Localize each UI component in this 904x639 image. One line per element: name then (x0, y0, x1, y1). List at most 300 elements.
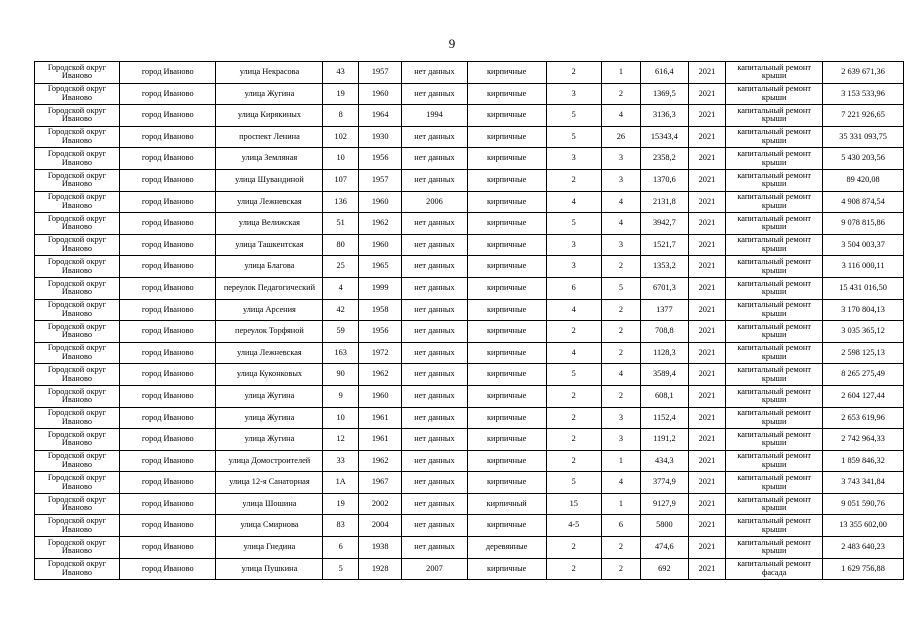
build-year-cell: 2002 (358, 493, 401, 515)
build-year-cell: 1956 (358, 148, 401, 170)
build-year-cell: 1956 (358, 321, 401, 343)
floors-cell: 2 (546, 558, 601, 580)
cost-cell: 3 153 533,96 (823, 83, 904, 105)
build-year-cell: 1960 (358, 234, 401, 256)
wall-material-cell: кирпичные (467, 234, 546, 256)
table-row (35, 191, 904, 213)
street-cell: улица Благова (216, 256, 323, 278)
build-year-cell: 1965 (358, 256, 401, 278)
wall-material-cell: кирпичные (467, 364, 546, 386)
street-cell: переулок Торфяной (216, 321, 323, 343)
entrances-cell: 6 (601, 515, 640, 537)
plan-year-cell: 2021 (688, 191, 726, 213)
house-number-cell: 4 (323, 277, 359, 299)
house-number-cell: 8 (323, 105, 359, 127)
table-row (35, 472, 904, 494)
floors-cell: 2 (546, 62, 601, 84)
overhaul-year-cell: нет данных (402, 342, 467, 364)
house-number-cell: 10 (323, 148, 359, 170)
settlement-cell: город Иваново (119, 299, 216, 321)
table-row (35, 493, 904, 515)
work-type-cell: капитальный ремонт крыши (726, 213, 823, 235)
wall-material-cell: кирпичные (467, 277, 546, 299)
entrances-cell: 2 (601, 537, 640, 559)
municipality-cell: Городской округ Иваново (35, 429, 120, 451)
build-year-cell: 1958 (358, 299, 401, 321)
settlement-cell: город Иваново (119, 213, 216, 235)
build-year-cell: 1957 (358, 62, 401, 84)
floors-cell: 2 (546, 537, 601, 559)
cost-cell: 9 051 590,76 (823, 493, 904, 515)
table-row (35, 299, 904, 321)
work-type-cell: капитальный ремонт крыши (726, 126, 823, 148)
table-row (35, 256, 904, 278)
settlement-cell: город Иваново (119, 429, 216, 451)
floors-cell: 5 (546, 364, 601, 386)
wall-material-cell: кирпичные (467, 558, 546, 580)
table-row (35, 277, 904, 299)
plan-year-cell: 2021 (688, 364, 726, 386)
cost-cell: 15 431 016,50 (823, 277, 904, 299)
settlement-cell: город Иваново (119, 234, 216, 256)
work-type-cell: капитальный ремонт крыши (726, 277, 823, 299)
wall-material-cell: кирпичные (467, 321, 546, 343)
table-row (35, 450, 904, 472)
area-cell: 2131,8 (641, 191, 689, 213)
wall-material-cell: кирпичные (467, 256, 546, 278)
house-number-cell: 80 (323, 234, 359, 256)
overhaul-year-cell: нет данных (402, 234, 467, 256)
work-type-cell: капитальный ремонт крыши (726, 450, 823, 472)
entrances-cell: 4 (601, 472, 640, 494)
work-type-cell: капитальный ремонт фасада (726, 558, 823, 580)
street-cell: улица Некрасова (216, 62, 323, 84)
overhaul-year-cell: 2006 (402, 191, 467, 213)
wall-material-cell: кирпичные (467, 169, 546, 191)
wall-material-cell: кирпичные (467, 105, 546, 127)
work-type-cell: капитальный ремонт крыши (726, 342, 823, 364)
area-cell: 9127,9 (641, 493, 689, 515)
municipality-cell: Городской округ Иваново (35, 148, 120, 170)
wall-material-cell: кирпичные (467, 213, 546, 235)
house-number-cell: 136 (323, 191, 359, 213)
cost-cell: 3 116 000,11 (823, 256, 904, 278)
work-type-cell: капитальный ремонт крыши (726, 83, 823, 105)
plan-year-cell: 2021 (688, 148, 726, 170)
street-cell: улица Гнедина (216, 537, 323, 559)
plan-year-cell: 2021 (688, 558, 726, 580)
table-row (35, 213, 904, 235)
municipality-cell: Городской округ Иваново (35, 234, 120, 256)
cost-cell: 35 331 093,75 (823, 126, 904, 148)
build-year-cell: 1961 (358, 429, 401, 451)
work-type-cell: капитальный ремонт крыши (726, 148, 823, 170)
entrances-cell: 2 (601, 299, 640, 321)
wall-material-cell: кирпичные (467, 191, 546, 213)
wall-material-cell: кирпичные (467, 342, 546, 364)
overhaul-year-cell: 1994 (402, 105, 467, 127)
table-row (35, 385, 904, 407)
overhaul-year-cell: нет данных (402, 472, 467, 494)
work-type-cell: капитальный ремонт крыши (726, 429, 823, 451)
house-number-cell: 102 (323, 126, 359, 148)
house-number-cell: 9 (323, 385, 359, 407)
settlement-cell: город Иваново (119, 450, 216, 472)
street-cell: проспект Ленина (216, 126, 323, 148)
street-cell: улица Ташкентская (216, 234, 323, 256)
house-number-cell: 6 (323, 537, 359, 559)
entrances-cell: 2 (601, 558, 640, 580)
house-number-cell: 10 (323, 407, 359, 429)
table-row (35, 537, 904, 559)
settlement-cell: город Иваново (119, 472, 216, 494)
wall-material-cell: кирпичные (467, 83, 546, 105)
overhaul-year-cell: нет данных (402, 364, 467, 386)
floors-cell: 2 (546, 429, 601, 451)
cost-cell: 2 483 640,23 (823, 537, 904, 559)
area-cell: 474,6 (641, 537, 689, 559)
cost-cell: 4 908 874,54 (823, 191, 904, 213)
floors-cell: 2 (546, 450, 601, 472)
area-cell: 2358,2 (641, 148, 689, 170)
house-number-cell: 43 (323, 62, 359, 84)
work-type-cell: капитальный ремонт крыши (726, 472, 823, 494)
street-cell: улица Домостроителей (216, 450, 323, 472)
area-cell: 1369,5 (641, 83, 689, 105)
table-row (35, 515, 904, 537)
wall-material-cell: кирпичные (467, 299, 546, 321)
entrances-cell: 4 (601, 191, 640, 213)
build-year-cell: 1938 (358, 537, 401, 559)
floors-cell: 2 (546, 407, 601, 429)
overhaul-year-cell: нет данных (402, 299, 467, 321)
entrances-cell: 3 (601, 429, 640, 451)
work-type-cell: капитальный ремонт крыши (726, 169, 823, 191)
plan-year-cell: 2021 (688, 62, 726, 84)
overhaul-year-cell: нет данных (402, 169, 467, 191)
plan-year-cell: 2021 (688, 321, 726, 343)
street-cell: улица Жугина (216, 429, 323, 451)
overhaul-year-cell: нет данных (402, 385, 467, 407)
cost-cell: 3 504 003,37 (823, 234, 904, 256)
area-cell: 1128,3 (641, 342, 689, 364)
house-number-cell: 12 (323, 429, 359, 451)
overhaul-year-cell: нет данных (402, 62, 467, 84)
cost-cell: 13 355 602,00 (823, 515, 904, 537)
wall-material-cell: кирпичные (467, 62, 546, 84)
street-cell: улица Земляная (216, 148, 323, 170)
plan-year-cell: 2021 (688, 83, 726, 105)
overhaul-year-cell: нет данных (402, 126, 467, 148)
area-cell: 15343,4 (641, 126, 689, 148)
settlement-cell: город Иваново (119, 105, 216, 127)
wall-material-cell: кирпичные (467, 429, 546, 451)
wall-material-cell: кирпичные (467, 407, 546, 429)
area-cell: 3774,9 (641, 472, 689, 494)
house-number-cell: 42 (323, 299, 359, 321)
floors-cell: 5 (546, 105, 601, 127)
area-cell: 692 (641, 558, 689, 580)
cost-cell: 3 743 341,84 (823, 472, 904, 494)
build-year-cell: 1957 (358, 169, 401, 191)
floors-cell: 6 (546, 277, 601, 299)
floors-cell: 3 (546, 148, 601, 170)
area-cell: 1370,6 (641, 169, 689, 191)
house-number-cell: 90 (323, 364, 359, 386)
entrances-cell: 4 (601, 364, 640, 386)
settlement-cell: город Иваново (119, 83, 216, 105)
street-cell: улица Жугина (216, 83, 323, 105)
municipality-cell: Городской округ Иваново (35, 213, 120, 235)
entrances-cell: 3 (601, 407, 640, 429)
municipality-cell: Городской округ Иваново (35, 472, 120, 494)
cost-cell: 2 639 671,36 (823, 62, 904, 84)
house-number-cell: 107 (323, 169, 359, 191)
table-row (35, 429, 904, 451)
build-year-cell: 1960 (358, 191, 401, 213)
area-cell: 708,8 (641, 321, 689, 343)
floors-cell: 3 (546, 234, 601, 256)
plan-year-cell: 2021 (688, 450, 726, 472)
municipality-cell: Городской округ Иваново (35, 321, 120, 343)
area-cell: 1152,4 (641, 407, 689, 429)
work-type-cell: капитальный ремонт крыши (726, 407, 823, 429)
plan-year-cell: 2021 (688, 213, 726, 235)
housing-register-table (34, 61, 904, 580)
work-type-cell: капитальный ремонт крыши (726, 256, 823, 278)
work-type-cell: капитальный ремонт крыши (726, 321, 823, 343)
plan-year-cell: 2021 (688, 407, 726, 429)
entrances-cell: 5 (601, 277, 640, 299)
entrances-cell: 4 (601, 105, 640, 127)
build-year-cell: 1972 (358, 342, 401, 364)
floors-cell: 5 (546, 472, 601, 494)
house-number-cell: 163 (323, 342, 359, 364)
wall-material-cell: кирпичные (467, 385, 546, 407)
cost-cell: 2 653 619,96 (823, 407, 904, 429)
table-row (35, 407, 904, 429)
table-row (35, 558, 904, 580)
street-cell: улица Жугина (216, 385, 323, 407)
municipality-cell: Городской округ Иваново (35, 191, 120, 213)
cost-cell: 2 742 964,33 (823, 429, 904, 451)
overhaul-year-cell: нет данных (402, 83, 467, 105)
entrances-cell: 1 (601, 62, 640, 84)
entrances-cell: 2 (601, 342, 640, 364)
build-year-cell: 1999 (358, 277, 401, 299)
cost-cell: 9 078 815,86 (823, 213, 904, 235)
street-cell: улица Куконковых (216, 364, 323, 386)
floors-cell: 4 (546, 299, 601, 321)
area-cell: 434,3 (641, 450, 689, 472)
settlement-cell: город Иваново (119, 126, 216, 148)
settlement-cell: город Иваново (119, 385, 216, 407)
floors-cell: 5 (546, 126, 601, 148)
wall-material-cell: деревянные (467, 537, 546, 559)
floors-cell: 2 (546, 385, 601, 407)
house-number-cell: 33 (323, 450, 359, 472)
cost-cell: 3 035 365,12 (823, 321, 904, 343)
build-year-cell: 1962 (358, 450, 401, 472)
work-type-cell: капитальный ремонт крыши (726, 234, 823, 256)
work-type-cell: капитальный ремонт крыши (726, 385, 823, 407)
entrances-cell: 3 (601, 234, 640, 256)
work-type-cell: капитальный ремонт крыши (726, 493, 823, 515)
street-cell: улица Смирнова (216, 515, 323, 537)
cost-cell: 5 430 203,56 (823, 148, 904, 170)
table-row (35, 234, 904, 256)
cost-cell: 89 420,08 (823, 169, 904, 191)
area-cell: 616,4 (641, 62, 689, 84)
wall-material-cell: кирпичные (467, 126, 546, 148)
work-type-cell: капитальный ремонт крыши (726, 364, 823, 386)
municipality-cell: Городской округ Иваново (35, 407, 120, 429)
house-number-cell: 83 (323, 515, 359, 537)
street-cell: улица 12-я Санаторная (216, 472, 323, 494)
municipality-cell: Городской округ Иваново (35, 385, 120, 407)
overhaul-year-cell: нет данных (402, 321, 467, 343)
overhaul-year-cell: нет данных (402, 213, 467, 235)
table-row (35, 83, 904, 105)
settlement-cell: город Иваново (119, 558, 216, 580)
area-cell: 1377 (641, 299, 689, 321)
municipality-cell: Городской округ Иваново (35, 277, 120, 299)
floors-cell: 4 (546, 342, 601, 364)
overhaul-year-cell: нет данных (402, 148, 467, 170)
area-cell: 3136,3 (641, 105, 689, 127)
overhaul-year-cell: нет данных (402, 515, 467, 537)
work-type-cell: капитальный ремонт крыши (726, 105, 823, 127)
build-year-cell: 1967 (358, 472, 401, 494)
plan-year-cell: 2021 (688, 537, 726, 559)
settlement-cell: город Иваново (119, 277, 216, 299)
wall-material-cell: кирпичный (467, 493, 546, 515)
municipality-cell: Городской округ Иваново (35, 450, 120, 472)
area-cell: 6701,3 (641, 277, 689, 299)
municipality-cell: Городской округ Иваново (35, 558, 120, 580)
wall-material-cell: кирпичные (467, 148, 546, 170)
entrances-cell: 2 (601, 321, 640, 343)
municipality-cell: Городской округ Иваново (35, 256, 120, 278)
settlement-cell: город Иваново (119, 256, 216, 278)
plan-year-cell: 2021 (688, 472, 726, 494)
table-row (35, 62, 904, 84)
overhaul-year-cell: нет данных (402, 277, 467, 299)
overhaul-year-cell: нет данных (402, 256, 467, 278)
municipality-cell: Городской округ Иваново (35, 493, 120, 515)
table-row (35, 148, 904, 170)
build-year-cell: 1960 (358, 385, 401, 407)
street-cell: улица Шошина (216, 493, 323, 515)
street-cell: улица Шувандиной (216, 169, 323, 191)
plan-year-cell: 2021 (688, 277, 726, 299)
entrances-cell: 2 (601, 256, 640, 278)
house-number-cell: 19 (323, 493, 359, 515)
area-cell: 3589,4 (641, 364, 689, 386)
entrances-cell: 1 (601, 493, 640, 515)
house-number-cell: 59 (323, 321, 359, 343)
settlement-cell: город Иваново (119, 407, 216, 429)
street-cell: улица Арсения (216, 299, 323, 321)
cost-cell: 2 598 125,13 (823, 342, 904, 364)
build-year-cell: 1964 (358, 105, 401, 127)
table-row (35, 169, 904, 191)
street-cell: улица Лежневская (216, 342, 323, 364)
cost-cell: 1 629 756,88 (823, 558, 904, 580)
build-year-cell: 1962 (358, 213, 401, 235)
area-cell: 608,1 (641, 385, 689, 407)
work-type-cell: капитальный ремонт крыши (726, 537, 823, 559)
settlement-cell: город Иваново (119, 342, 216, 364)
street-cell: улица Велижская (216, 213, 323, 235)
cost-cell: 7 221 926,65 (823, 105, 904, 127)
build-year-cell: 1961 (358, 407, 401, 429)
settlement-cell: город Иваново (119, 364, 216, 386)
municipality-cell: Городской округ Иваново (35, 537, 120, 559)
settlement-cell: город Иваново (119, 62, 216, 84)
plan-year-cell: 2021 (688, 429, 726, 451)
floors-cell: 4 (546, 191, 601, 213)
settlement-cell: город Иваново (119, 515, 216, 537)
plan-year-cell: 2021 (688, 493, 726, 515)
build-year-cell: 1960 (358, 83, 401, 105)
work-type-cell: капитальный ремонт крыши (726, 191, 823, 213)
entrances-cell: 2 (601, 83, 640, 105)
house-number-cell: 25 (323, 256, 359, 278)
area-cell: 3942,7 (641, 213, 689, 235)
overhaul-year-cell: нет данных (402, 537, 467, 559)
floors-cell: 5 (546, 213, 601, 235)
page-number: 9 (448, 36, 456, 51)
municipality-cell: Городской округ Иваново (35, 515, 120, 537)
house-number-cell: 19 (323, 83, 359, 105)
settlement-cell: город Иваново (119, 537, 216, 559)
street-cell: улица Кирякиных (216, 105, 323, 127)
plan-year-cell: 2021 (688, 515, 726, 537)
entrances-cell: 26 (601, 126, 640, 148)
table-row (35, 342, 904, 364)
floors-cell: 3 (546, 256, 601, 278)
overhaul-year-cell: нет данных (402, 450, 467, 472)
street-cell: улица Пушкина (216, 558, 323, 580)
street-cell: улица Жугина (216, 407, 323, 429)
area-cell: 1521,7 (641, 234, 689, 256)
area-cell: 1353,2 (641, 256, 689, 278)
build-year-cell: 1930 (358, 126, 401, 148)
municipality-cell: Городской округ Иваново (35, 126, 120, 148)
entrances-cell: 3 (601, 148, 640, 170)
build-year-cell: 1928 (358, 558, 401, 580)
street-cell: переулок Педагогический (216, 277, 323, 299)
work-type-cell: капитальный ремонт крыши (726, 299, 823, 321)
entrances-cell: 4 (601, 213, 640, 235)
municipality-cell: Городской округ Иваново (35, 364, 120, 386)
work-type-cell: капитальный ремонт крыши (726, 62, 823, 84)
overhaul-year-cell: нет данных (402, 429, 467, 451)
municipality-cell: Городской округ Иваново (35, 62, 120, 84)
plan-year-cell: 2021 (688, 342, 726, 364)
floors-cell: 2 (546, 321, 601, 343)
table-row (35, 364, 904, 386)
plan-year-cell: 2021 (688, 126, 726, 148)
overhaul-year-cell: нет данных (402, 493, 467, 515)
overhaul-year-cell: нет данных (402, 407, 467, 429)
plan-year-cell: 2021 (688, 299, 726, 321)
house-number-cell: 51 (323, 213, 359, 235)
municipality-cell: Городской округ Иваново (35, 169, 120, 191)
municipality-cell: Городской округ Иваново (35, 299, 120, 321)
overhaul-year-cell: 2007 (402, 558, 467, 580)
